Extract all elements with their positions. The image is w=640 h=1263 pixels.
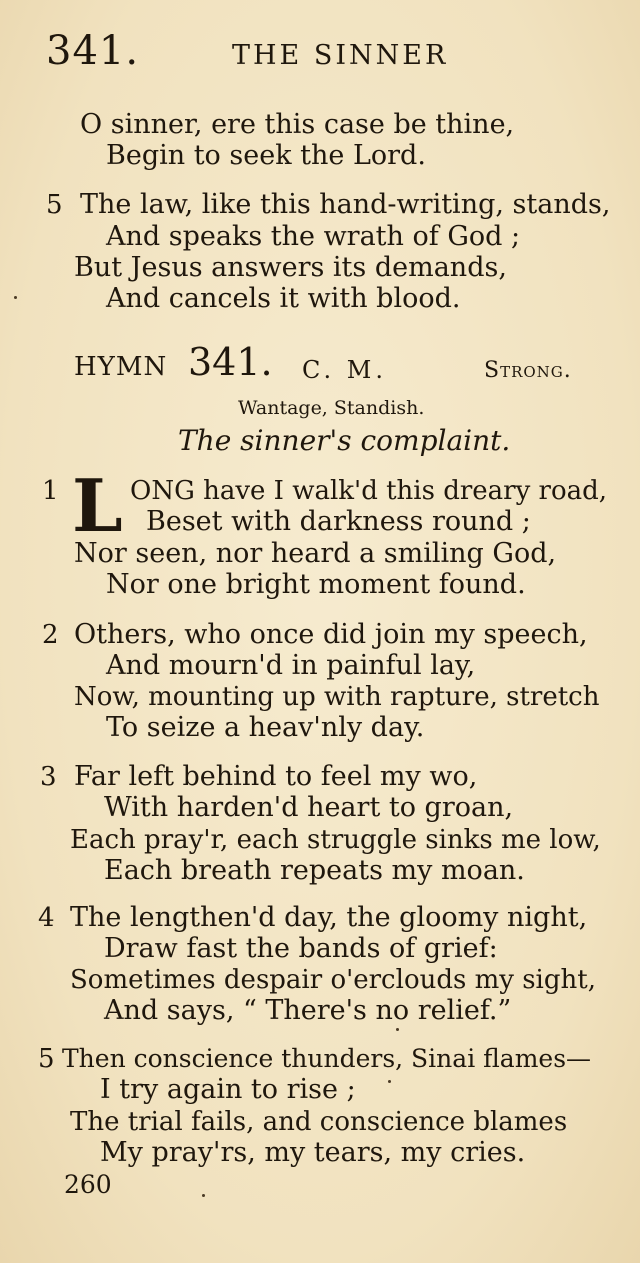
- verse-line: Others, who once did join my speech,: [74, 619, 588, 650]
- verse-line: Nor seen, nor heard a smiling God,: [74, 538, 557, 569]
- verse-line: With harden'd heart to groan,: [104, 792, 514, 823]
- verse-number: 1: [42, 476, 59, 506]
- signature-mark: 260: [64, 1170, 112, 1199]
- verse-line: Far left behind to feel my wo,: [74, 761, 478, 792]
- verse-line: And says, “ There's no relief.”: [104, 995, 512, 1026]
- verse-number: 5: [46, 190, 63, 220]
- drop-cap: L: [72, 463, 121, 548]
- page-number: 341.: [46, 28, 140, 74]
- verse-number: 5: [38, 1044, 55, 1074]
- running-title: THE SINNER: [232, 40, 449, 71]
- verse-line: To seize a heav'nly day.: [106, 712, 425, 743]
- verse-line: My pray'rs, my tears, my cries.: [100, 1137, 526, 1168]
- verse-number: 3: [40, 762, 57, 792]
- ink-speck: [388, 1080, 391, 1083]
- verse-line: The trial fails, and conscience blames: [70, 1107, 568, 1137]
- hymn-label: HYMN: [74, 352, 168, 382]
- tune-name: Strong.: [484, 358, 572, 383]
- ink-speck: [14, 296, 17, 299]
- verse-line: And cancels it with blood.: [106, 283, 461, 314]
- verse-line: I try again to rise ;: [100, 1074, 356, 1105]
- verse-line: And mourn'd in painful lay,: [106, 650, 476, 681]
- ink-speck: [202, 1194, 205, 1197]
- hymn-meter: C. M.: [302, 356, 387, 384]
- verse-line: Beset with darkness round ;: [146, 506, 531, 537]
- verse-line: And speaks the wrath of God ;: [106, 221, 521, 252]
- verse-line: Then conscience thunders, Sinai flames—: [62, 1044, 592, 1073]
- prev-verse-line: O sinner, ere this case be thine,: [80, 109, 515, 140]
- verse-line: The lengthen'd day, the gloomy night,: [70, 902, 588, 933]
- verse-line: Each pray'r, each struggle sinks me low,: [70, 825, 601, 855]
- verse-line: Each breath repeats my moan.: [104, 855, 525, 886]
- verse-line: Draw fast the bands of grief:: [104, 933, 498, 964]
- verse-number: 2: [42, 620, 59, 650]
- verse-line: ONG have I walk'd this dreary road,: [130, 476, 608, 506]
- verse-number: 4: [38, 903, 55, 933]
- verse-line: Sometimes despair o'erclouds my sight,: [70, 965, 596, 995]
- verse-line: But Jesus answers its demands,: [74, 252, 507, 283]
- verse-line: Nor one bright moment found.: [106, 569, 526, 600]
- verse-line: The law, like this hand-writing, stands,: [80, 189, 611, 220]
- hymn-number: 341.: [188, 340, 273, 384]
- hymn-title: The sinner's complaint.: [178, 424, 511, 457]
- verse-line: Now, mounting up with rapture, stretch: [74, 682, 600, 712]
- prev-verse-line: Begin to seek the Lord.: [106, 140, 426, 171]
- alternate-tunes: Wantage, Standish.: [238, 397, 425, 419]
- ink-speck: [396, 1028, 399, 1031]
